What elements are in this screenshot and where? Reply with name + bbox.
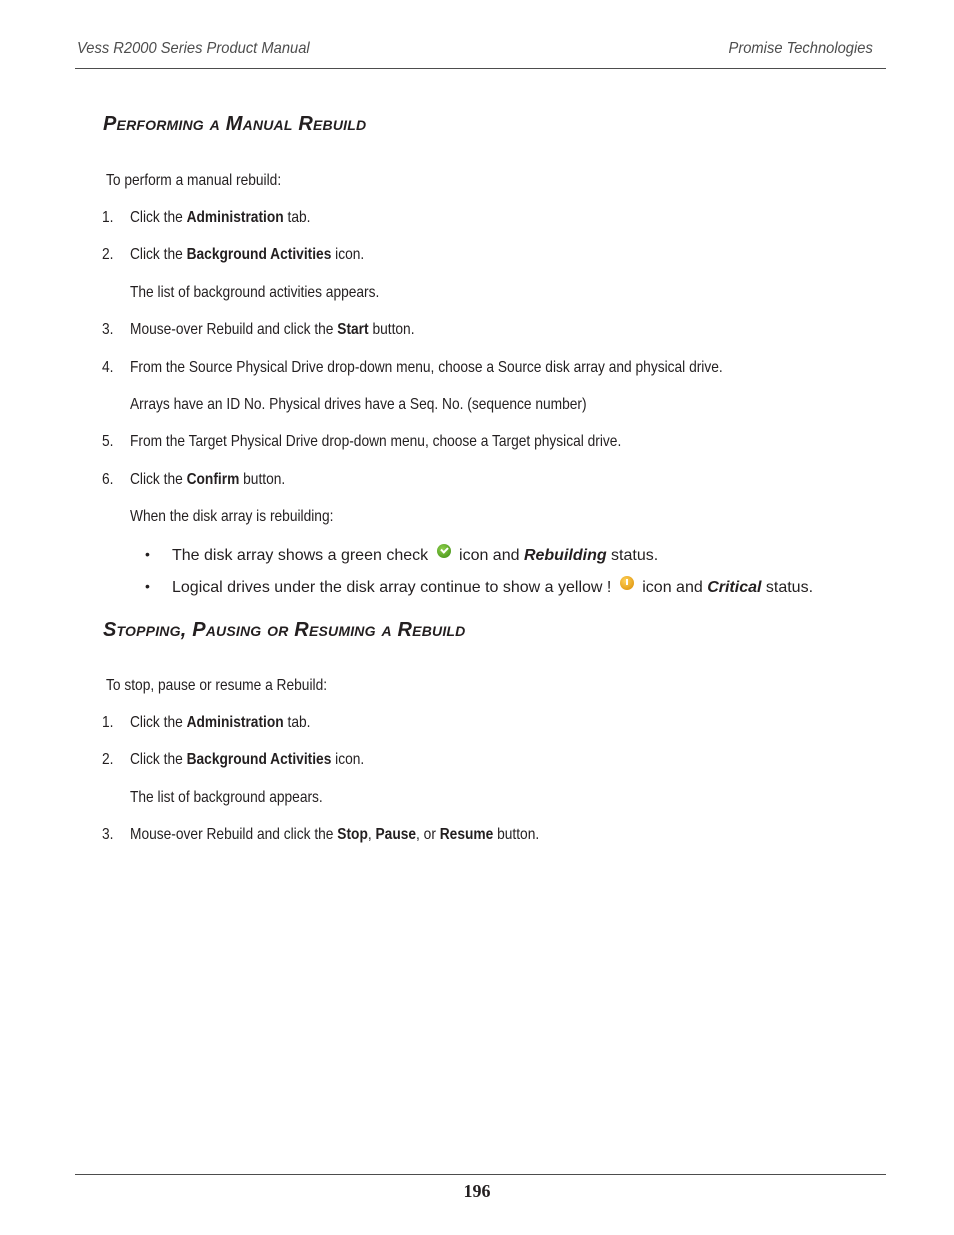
bullet-marker: • [145, 578, 150, 594]
page-number: 196 [463, 1181, 491, 1201]
step-note: The list of background appears. [130, 789, 323, 806]
status-rebuilding: Rebuilding [523, 547, 607, 564]
ui-term-start: Start [337, 321, 369, 338]
step-note: Arrays have an ID No. Physical drives have a Seq. No. (sequence number) [130, 396, 587, 413]
ui-term-background-activities: Background Activities [186, 751, 332, 768]
bullet-marker: • [145, 546, 150, 562]
step-text: Click the Background Activities icon. [130, 751, 365, 768]
step-text: Click the Administration tab. [130, 714, 311, 731]
bullet-item: Logical drives under the disk array continue to show a yellow ! icon and Critical status. [172, 576, 813, 597]
step-number: 2. [102, 751, 114, 768]
step-number: 5. [102, 433, 114, 450]
step-number: 3. [102, 321, 114, 338]
header-company: Promise Technologies [728, 40, 873, 57]
step-text: Mouse-over Rebuild and click the Stop, Pause, or Resume button. [130, 826, 540, 843]
step-text: Click the Administration tab. [130, 209, 311, 226]
step-number: 6. [102, 471, 114, 488]
yellow-exclamation-icon [620, 576, 634, 590]
ui-term-pause: Pause [375, 826, 417, 843]
step-number: 4. [102, 359, 114, 376]
step-number: 1. [102, 714, 114, 731]
ui-term-administration: Administration [186, 714, 284, 731]
section-intro: To perform a manual rebuild: [106, 172, 282, 189]
header-divider [75, 68, 886, 69]
step-text: From the Source Physical Drive drop-down menu, choose a Source disk array and physical drive. [130, 359, 723, 376]
status-critical: Critical [707, 579, 762, 596]
bullet-item: The disk array shows a green check icon and Rebuilding status. [172, 544, 658, 565]
step-text: Click the Confirm button. [130, 471, 286, 488]
green-check-icon [437, 544, 451, 558]
step-note: When the disk array is rebuilding: [130, 508, 334, 525]
section-heading-manual-rebuild: Performing a Manual Rebuild [103, 113, 367, 135]
step-number: 1. [102, 209, 114, 226]
section-heading-stop-pause-resume: Stopping, Pausing or Resuming a Rebuild [103, 619, 466, 641]
step-number: 2. [102, 246, 114, 263]
ui-term-confirm: Confirm [186, 471, 240, 488]
ui-term-resume: Resume [439, 826, 494, 843]
ui-term-administration: Administration [186, 209, 284, 226]
page-header [77, 40, 873, 60]
step-text: Click the Background Activities icon. [130, 246, 365, 263]
ui-term-stop: Stop [337, 826, 368, 843]
ui-term-background-activities: Background Activities [186, 246, 332, 263]
section-intro: To stop, pause or resume a Rebuild: [106, 677, 328, 694]
footer-divider [75, 1174, 886, 1175]
step-number: 3. [102, 826, 114, 843]
step-text: From the Target Physical Drive drop-down menu, choose a Target physical drive. [130, 433, 622, 450]
step-note: The list of background activities appears. [130, 284, 380, 301]
step-text: Mouse-over Rebuild and click the Start button. [130, 321, 415, 338]
header-manual-title: Vess R2000 Series Product Manual [77, 40, 310, 57]
